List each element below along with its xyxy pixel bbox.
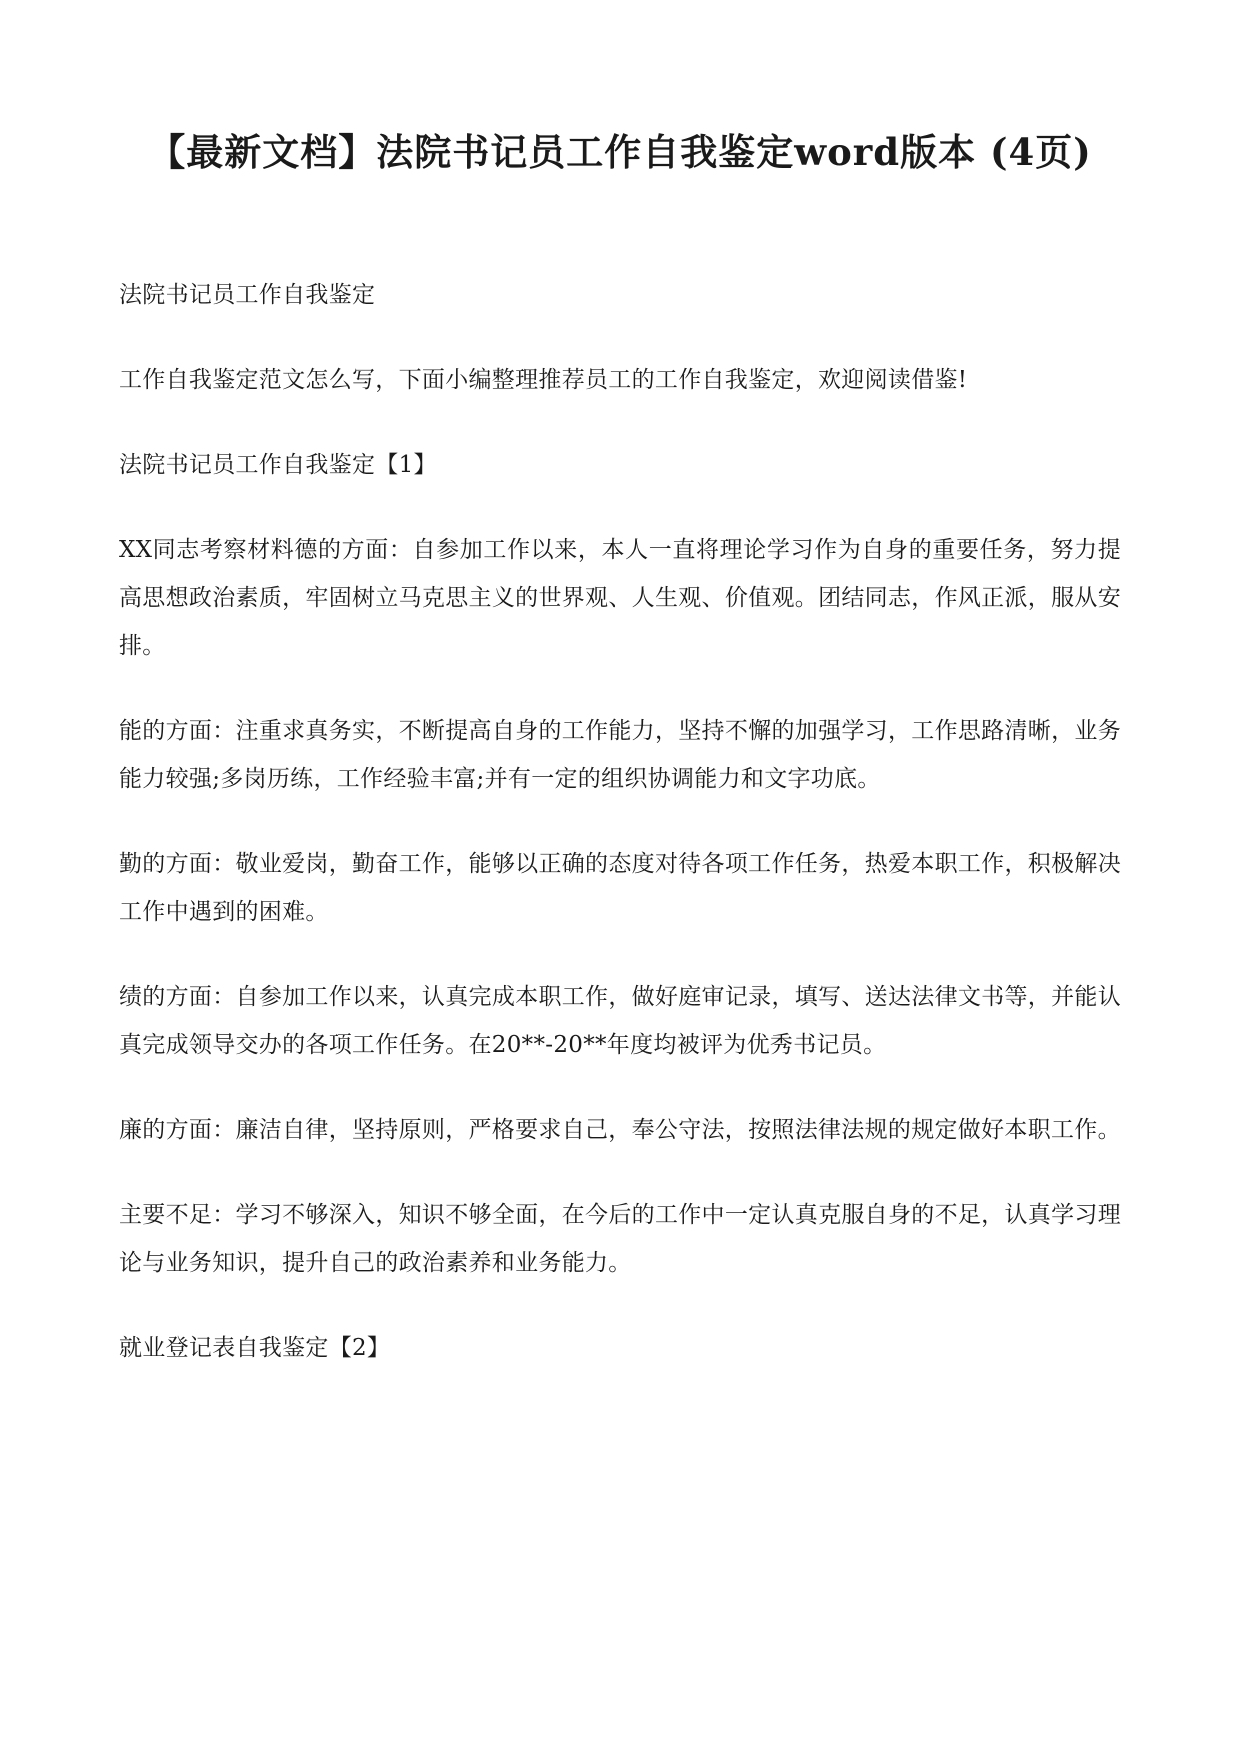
- section-heading: 法院书记员工作自我鉴定: [119, 282, 376, 308]
- paragraph-diligence: 勤的方面：敬业爱岗，勤奋工作，能够以正确的态度对待各项工作任务，热爱本职工作，积极解决工作中遇到的困难。: [119, 851, 1121, 925]
- section-heading: 就业登记表自我鉴定【2】: [119, 1335, 391, 1361]
- section-heading: 法院书记员工作自我鉴定【1】: [119, 452, 437, 478]
- paragraph-morality: XX同志考察材料德的方面：自参加工作以来，本人一直将理论学习作为自身的重要任务，努力提高思想政治素质，牢固树立马克思主义的世界观、人生观、价值观。团结同志，作风正派，服从安排。: [119, 537, 1121, 659]
- document-title: 【最新文档】法院书记员工作自我鉴定word版本 (4页): [148, 130, 1092, 174]
- intro-paragraph: 工作自我鉴定范文怎么写，下面小编整理推荐员工的工作自我鉴定，欢迎阅读借鉴!: [119, 367, 968, 393]
- paragraph-achievement: 绩的方面：自参加工作以来，认真完成本职工作，做好庭审记录，填写、送达法律文书等，并能认真完成领导交办的各项工作任务。在20**-20**年度均被评为优秀书记员。: [119, 984, 1121, 1058]
- document-body: [119, 271, 1121, 1409]
- paragraph-shortcomings: 主要不足：学习不够深入，知识不够全面，在今后的工作中一定认真克服自身的不足，认真学习理论与业务知识，提升自己的政治素养和业务能力。: [119, 1202, 1121, 1276]
- paragraph-integrity: 廉的方面：廉洁自律，坚持原则，严格要求自己，奉公守法，按照法律法规的规定做好本职工作。: [119, 1117, 1121, 1143]
- paragraph-ability: 能的方面：注重求真务实，不断提高自身的工作能力，坚持不懈的加强学习，工作思路清晰，业务能力较强;多岗历练，工作经验丰富;并有一定的组织协调能力和文字功底。: [119, 718, 1121, 792]
